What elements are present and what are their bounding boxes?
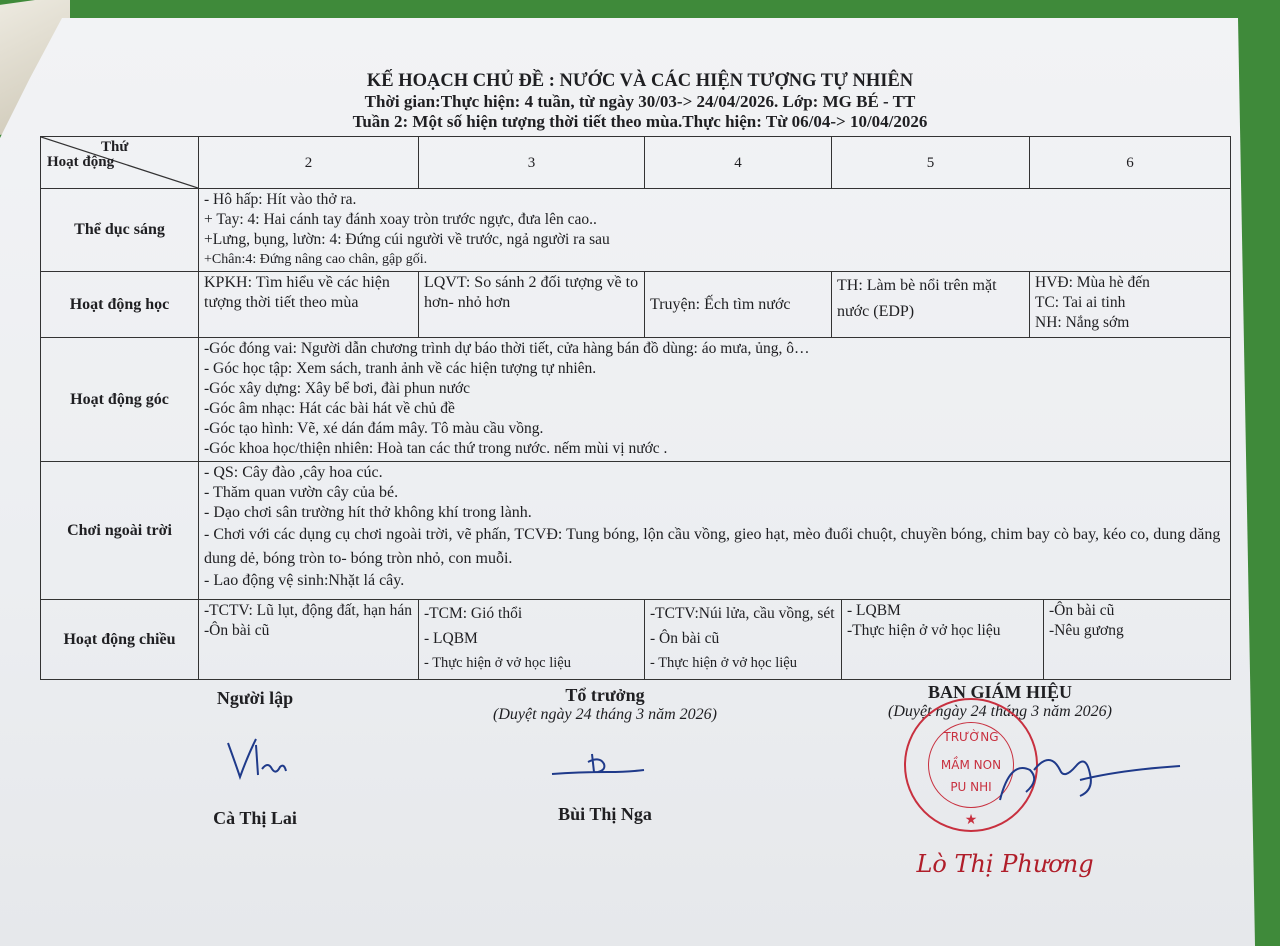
hoat-dong-chieu-line: -TCM: Gió thổi (424, 605, 523, 622)
table-row-hoat-dong-goc (41, 338, 1231, 462)
school-seal-text: MẦM NON (940, 758, 1002, 772)
signature-name-nguoi-lap-block (160, 808, 350, 829)
signature-name-to-truong-block (450, 804, 760, 825)
signature-block-to-truong (450, 685, 760, 724)
hoat-dong-chieu-line: - LQBM (847, 602, 901, 619)
activity-plan-table (40, 136, 1231, 680)
signature-block-nguoi-lap (160, 688, 350, 709)
row-label-hoat-dong-hoc: Hoạt động học (41, 272, 199, 338)
choi-ngoai-troi-line: - Dạo chơi sân trường hít thở không khí trong lành. (204, 504, 532, 521)
the-duc-sang-content (199, 189, 1231, 272)
hoat-dong-chieu-line: - Thực hiện ở vở học liệu (424, 655, 571, 671)
seal-star-icon: ★ (964, 812, 978, 828)
the-duc-sang-line: +Lưng, bụng, lườn: 4: Đứng cúi người về trước, ngả người ra sau (204, 231, 610, 248)
hoat-dong-goc-line: -Góc xây dựng: Xây bể bơi, đài phun nước (204, 380, 471, 397)
hoat-dong-hoc-day-3: LQVT: So sánh 2 đối tượng về to hơn- nhỏ hơn (419, 272, 645, 338)
signature-name-ban-giam-hieu-block (900, 850, 1110, 878)
signature-mark-ban-giam-hieu (990, 740, 1190, 810)
row-label-hoat-dong-chieu: Hoạt động chiều (41, 600, 199, 680)
corner-label-thu: Thứ (101, 139, 129, 155)
document-time-line: Thời gian:Thực hiện: 4 tuần, từ ngày 30/03-> 24/04/2026. Lớp: MG BÉ - TT (364, 92, 916, 111)
the-duc-sang-line: - Hô hấp: Hít vào thở ra. (204, 191, 357, 208)
table-row-hoat-dong-hoc (41, 272, 1231, 338)
hoat-dong-goc-line: -Góc đóng vai: Người dẫn chương trình dự báo thời tiết, cửa hàng bán đồ dùng: áo mưa, ủng, ô… (204, 340, 810, 357)
hoat-dong-chieu-line: - LQBM (424, 630, 478, 647)
hoat-dong-chieu-line: -TCTV:Núi lửa, cầu vồng, sét (650, 605, 835, 622)
approval-date-note: (Duyệt ngày 24 tháng 3 năm 2026) (888, 703, 1112, 720)
hoat-dong-chieu-line: - Thực hiện ở vở học liệu (650, 655, 797, 671)
hoat-dong-chieu-day-2 (199, 600, 419, 680)
corner-label-hoat-dong: Hoạt động (47, 154, 115, 170)
hoat-dong-chieu-line: -Thực hiện ở vở học liệu (847, 622, 1001, 639)
school-seal-text: PU NHI (950, 780, 992, 794)
hoat-dong-chieu-day-4 (645, 600, 842, 680)
day-header-3: 3 (419, 137, 645, 189)
day-header-5: 5 (832, 137, 1030, 189)
hoat-dong-goc-line: -Góc âm nhạc: Hát các bài hát về chủ đề (204, 400, 455, 417)
signature-name: Cà Thị Lai (213, 808, 297, 828)
school-seal-text: TRƯỜNG (943, 730, 999, 744)
day-header-4: 4 (645, 137, 832, 189)
signature-mark-to-truong (548, 748, 648, 784)
day-header-6: 6 (1030, 137, 1231, 189)
choi-ngoai-troi-content (199, 462, 1231, 600)
day-header-2: 2 (199, 137, 419, 189)
hoat-dong-hoc-day-6-line: TC: Tai ai tinh (1035, 294, 1126, 311)
approval-date-note: (Duyệt ngày 24 tháng 3 năm 2026) (493, 706, 717, 723)
the-duc-sang-line: + Tay: 4: Hai cánh tay đánh xoay tròn trước ngực, đưa lên cao.. (204, 211, 597, 228)
signature-mark-nguoi-lap (222, 735, 292, 785)
hoat-dong-hoc-day-6 (1030, 272, 1231, 338)
the-duc-sang-line: +Chân:4: Đứng nâng cao chân, gập gối. (204, 252, 428, 267)
row-label-the-duc-sang: Thể dục sáng (41, 189, 199, 272)
hoat-dong-hoc-day-2: KPKH: Tìm hiểu về các hiện tượng thời tiết theo mùa (199, 272, 419, 338)
hoat-dong-chieu-line: -Ôn bài cũ (204, 622, 270, 639)
hoat-dong-hoc-day-6-line: NH: Nắng sớm (1035, 314, 1130, 331)
choi-ngoai-troi-line: - Lao động vệ sinh:Nhặt lá cây. (204, 572, 405, 589)
hoat-dong-chieu-line: - Ôn bài cũ (650, 630, 720, 647)
hoat-dong-goc-content (199, 338, 1231, 462)
hoat-dong-hoc-day-6-line: HVĐ: Mùa hè đến (1035, 274, 1150, 291)
hoat-dong-goc-line: -Góc khoa học/thiện nhiên: Hoà tan các thứ trong nước. nếm mùi vị nước . (204, 440, 668, 457)
hoat-dong-chieu-day-6 (1044, 600, 1231, 680)
document-week-line: Tuần 2: Một số hiện tượng thời tiết theo mùa.Thực hiện: Từ 06/04-> 10/04/2026 (352, 112, 928, 131)
hoat-dong-chieu-day-3 (419, 600, 645, 680)
document-header (0, 70, 1280, 132)
choi-ngoai-troi-line: - Chơi với các dụng cụ chơi ngoài trời, vẽ phấn, TCVĐ: Tung bóng, lộn cầu vồng, gieo hạt, mèo đuổi chuột, chuyền bóng, chim bay cò bay, kéo co, dung dăng dung dẻ, bóng tròn to- bóng tròn nhỏ, con muỗi. (204, 526, 1221, 567)
choi-ngoai-troi-line: - Thăm quan vườn cây của bé. (204, 484, 399, 501)
table-row-the-duc-sang (41, 189, 1231, 272)
table-row-days (41, 137, 1231, 189)
row-label-hoat-dong-goc: Hoạt động góc (41, 338, 199, 462)
hoat-dong-goc-line: - Góc học tập: Xem sách, tranh ảnh về các hiện tượng tự nhiên. (204, 360, 597, 377)
hoat-dong-chieu-line: -Nêu gương (1049, 622, 1124, 639)
table-row-choi-ngoai-troi (41, 462, 1231, 600)
table-row-hoat-dong-chieu (41, 600, 1231, 680)
hoat-dong-chieu-day-5 (842, 600, 1044, 680)
hoat-dong-chieu-line: -TCTV: Lũ lụt, động đất, hạn hán (204, 602, 413, 619)
signature-role: Người lập (216, 688, 294, 708)
signature-name: Bùi Thị Nga (558, 804, 652, 824)
signature-role: BAN GIÁM HIỆU (927, 682, 1072, 702)
document-title: KẾ HOẠCH CHỦ ĐỀ : NƯỚC VÀ CÁC HIỆN TƯỢNG TỰ NHIÊN (366, 71, 914, 91)
hoat-dong-hoc-day-4: Truyện: Ếch tìm nước (645, 272, 832, 338)
table-corner-cell (41, 137, 199, 189)
hoat-dong-chieu-line: -Ôn bài cũ (1049, 602, 1115, 619)
hoat-dong-goc-line: -Góc tạo hình: Vẽ, xé dán đám mây. Tô màu cầu vồng. (204, 420, 544, 437)
signature-name-handwritten: Lò Thị Phương (916, 850, 1094, 878)
row-label-choi-ngoai-troi: Chơi ngoài trời (41, 462, 199, 600)
hoat-dong-hoc-day-5: TH: Làm bè nổi trên mặt nước (EDP) (832, 272, 1030, 338)
choi-ngoai-troi-line: - QS: Cây đào ,cây hoa cúc. (204, 464, 383, 481)
signature-role: Tổ trưởng (565, 685, 645, 705)
